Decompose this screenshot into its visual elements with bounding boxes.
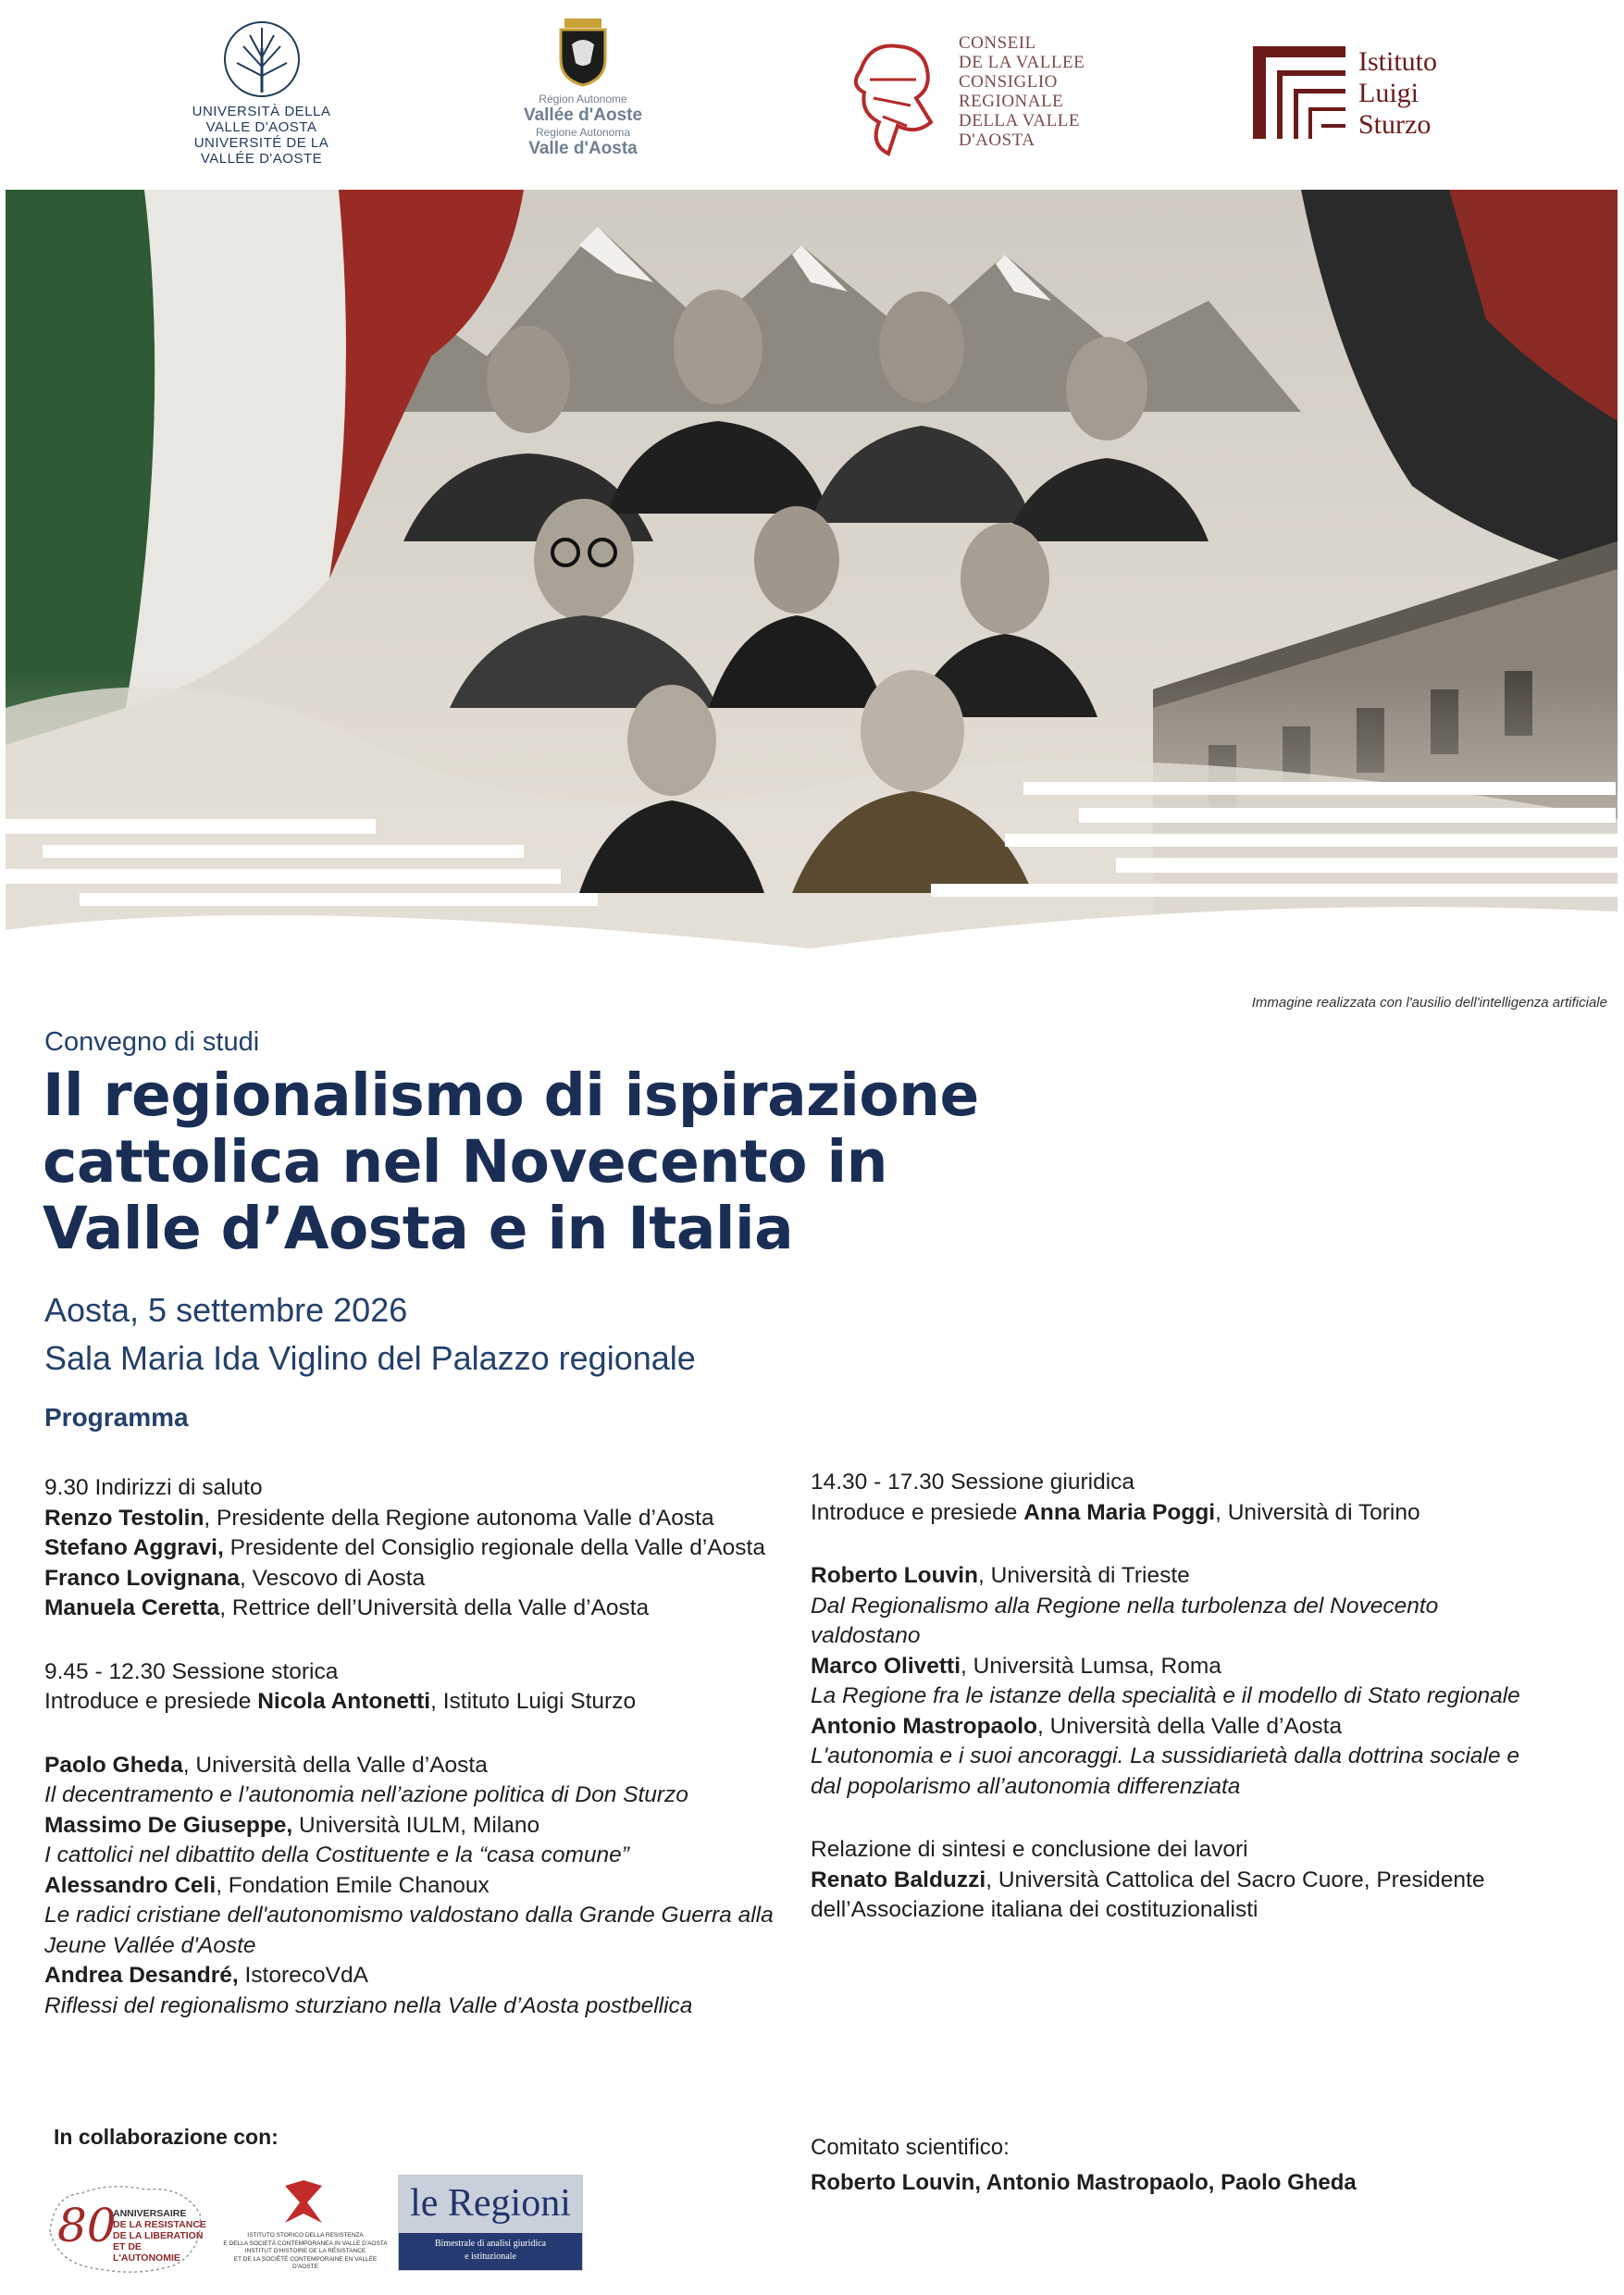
talk-speaker: Massimo De Giuseppe, Università IULM, Milano xyxy=(44,1812,540,1838)
comitato-names: Roberto Louvin, Antonio Mastropaolo, Paolo Gheda xyxy=(811,2170,1357,2195)
talk-title: Le radici cristiane dell'autonomismo valdostano dalla Grande Guerra alla Jeune Vallée d'Aoste xyxy=(44,1903,774,1958)
region-line: Région Autonome xyxy=(539,93,627,105)
historic-session-time: 9.45 - 12.30 Sessione storica xyxy=(44,1658,339,1684)
anniversary-logo xyxy=(44,2177,206,2278)
coat-of-arms-icon xyxy=(555,17,611,87)
greeting-item: Renzo Testolin, Presidente della Regione autonoma Valle d’Aosta xyxy=(44,1505,714,1531)
regioni-sub: Bimestrale di analisi giuridica xyxy=(434,2239,547,2249)
regioni-sub: e istituzionale xyxy=(465,2252,516,2262)
council-line: DELLA VALLE xyxy=(959,111,1080,130)
istituto-line: ET DE LA SOCIÉTÉ CONTEMPORAINE EN VALLÉE D'AOSTE xyxy=(233,2255,378,2270)
univ-line: VALLE D'AOSTA xyxy=(205,119,317,135)
title-line: Valle d’Aosta e in Italia xyxy=(43,1195,794,1262)
region-line: Vallée d'Aoste xyxy=(523,105,643,125)
univ-line: UNIVERSITÀ DELLA xyxy=(192,104,331,119)
istituto-line: ISTITUTO STORICO DELLA RESISTENZA xyxy=(247,2232,364,2239)
sturzo-line: Sturzo xyxy=(1358,109,1432,140)
collaboration-label: In collaborazione con: xyxy=(54,2125,279,2149)
university-logo xyxy=(180,20,342,168)
event-title xyxy=(43,1062,979,1262)
historic-session-chair: Introduce e presiede Nicola Antonetti, Istituto Luigi Sturzo xyxy=(44,1689,637,1714)
istituto-line: E DELLA SOCIETÀ CONTEMPORANEA IN VALLE D'AOSTA xyxy=(223,2239,388,2247)
closing-label: Relazione di sintesi e conclusione dei lavori xyxy=(811,1837,1248,1862)
closing-speaker: Renato Balduzzi, Università Cattolica del Sacro Cuore, Presidente dell’Associazione italiana dei costituzionalisti xyxy=(811,1867,1485,1922)
talk-title: L'autonomia e i suoi ancoraggi. La sussidiarietà dalla dottrina sociale e dal popolarismo all’autonomia differenziata xyxy=(811,1743,1520,1799)
title-line: cattolica nel Novecento in xyxy=(43,1128,887,1196)
talk-speaker: Antonio Mastropaolo, Università della Valle d’Aosta xyxy=(811,1713,1343,1739)
sturzo-line: Istituto xyxy=(1358,46,1438,77)
image-credit: Immagine realizzata con l'ausilio dell'intelligenza artificiale xyxy=(1251,995,1607,1011)
talk-title: La Regione fra le istanze della specialità e il modello di Stato regionale xyxy=(811,1683,1520,1708)
program-left xyxy=(44,1473,794,2021)
council-line: REGIONALE xyxy=(959,92,1064,111)
univ-line: VALLÉE D'AOSTE xyxy=(200,151,323,167)
lion-icon xyxy=(842,33,953,163)
hero-image xyxy=(6,190,1618,986)
talk-title: Il decentramento e l’autonomia nell’azione politica di Don Sturzo xyxy=(44,1782,688,1807)
anniv-line: DE LA LIBERATION xyxy=(113,2230,204,2241)
event-date: Aosta, 5 settembre 2026 xyxy=(44,1291,408,1329)
legal-session-chair: Introduce e presiede Anna Maria Poggi, Università di Torino xyxy=(811,1499,1420,1525)
program-heading: Programma xyxy=(44,1403,189,1432)
anniv-line: ET DE L'AUTONOMIE xyxy=(113,2241,180,2264)
region-logo xyxy=(518,17,648,169)
sturzo-logo xyxy=(1249,43,1462,144)
council-line: CONSEIL xyxy=(959,33,1036,53)
program-right xyxy=(811,1468,1542,1926)
event-subtitle: Convegno di studi xyxy=(44,1027,260,1057)
event-venue: Sala Maria Ida Viglino del Palazzo regionale xyxy=(44,1339,696,1377)
talk-speaker: Alessandro Celi, Fondation Emile Chanoux xyxy=(44,1872,490,1898)
talk-title: Riflessi del regionalismo sturziano nella Valle d’Aosta postbellica xyxy=(44,1992,693,2018)
council-line: DE LA VALLEE xyxy=(959,53,1085,72)
sturzo-emblem-icon xyxy=(1249,43,1351,144)
legal-session-time: 14.30 - 17.30 Sessione giuridica xyxy=(811,1470,1135,1495)
council-logo xyxy=(842,33,1101,163)
region-line: Regione Autonoma xyxy=(535,126,631,139)
tree-icon xyxy=(220,20,304,100)
talk-speaker: Andrea Desandré, IstorecoVdA xyxy=(44,1963,368,1988)
region-line: Valle d'Aosta xyxy=(528,139,638,158)
council-line: D'AOSTA xyxy=(959,130,1035,150)
regioni-title: le Regioni xyxy=(399,2176,582,2233)
greeting-item: Manuela Ceretta, Rettrice dell’Università della Valle d’Aosta xyxy=(44,1595,650,1620)
comitato-label: Comitato scientifico: xyxy=(811,2135,1010,2160)
talk-speaker: Paolo Gheda, Università della Valle d’Aosta xyxy=(44,1752,488,1778)
anniv-line: DE LA RESISTANCE xyxy=(113,2219,206,2230)
istituto-line: INSTITUT D'HISTOIRE DE LA RÉSISTANCE xyxy=(244,2248,366,2254)
resistance-emblem-icon xyxy=(276,2177,331,2228)
univ-line: UNIVERSITÉ DE LA xyxy=(193,135,329,151)
talk-title: I cattolici nel dibattito della Costituente e la “casa comune” xyxy=(44,1842,629,1867)
greetings-time: 9.30 Indirizzi di saluto xyxy=(44,1475,263,1500)
talk-speaker: Marco Olivetti, Università Lumsa, Roma xyxy=(811,1653,1221,1679)
anniversary-number: 80 xyxy=(57,2199,117,2252)
le-regioni-logo xyxy=(398,2175,583,2271)
sturzo-line: Luigi xyxy=(1358,78,1419,108)
talk-speaker: Roberto Louvin, Università di Trieste xyxy=(811,1563,1190,1588)
talk-title: Dal Regionalismo alla Regione nella turbolenza del Novecento valdostano xyxy=(811,1593,1439,1648)
scientific-committee xyxy=(811,2130,1357,2201)
istituto-logo xyxy=(222,2177,389,2278)
anniv-line: ANNIVERSAIRE xyxy=(113,2208,187,2219)
greeting-item: Stefano Aggravi, Presidente del Consiglio regionale della Valle d’Aosta xyxy=(44,1535,765,1560)
greeting-item: Franco Lovignana, Vescovo di Aosta xyxy=(44,1565,426,1591)
council-line: CONSIGLIO xyxy=(959,72,1058,92)
title-line: Il regionalismo di ispirazione xyxy=(43,1061,979,1129)
